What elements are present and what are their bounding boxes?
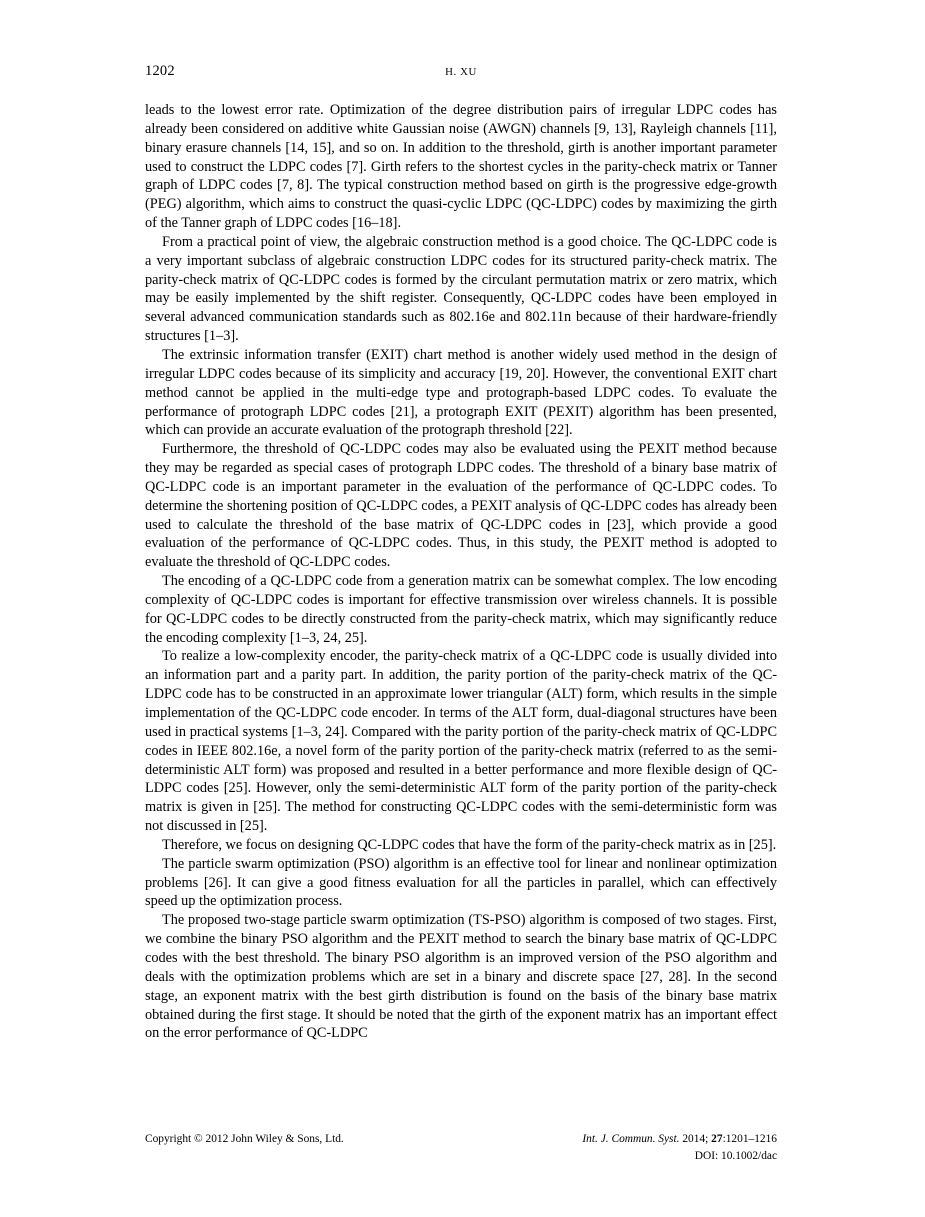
body-text-column xyxy=(145,101,777,1043)
paragraph-3: The extrinsic information transfer (EXIT) chart method is another widely used method in the design of irregular LDPC codes because of its simplicity and accuracy [19, 20]. However, the conventional EXIT chart method cannot be applied in the multi-edge type and protograph-based LDPC codes. To evaluate the performance of protograph LDPC codes [21], a protograph EXIT (PEXIT) algorithm has been presented, which can provide an accurate evaluation of the protograph threshold [22]. xyxy=(145,346,777,439)
paragraph-4: Furthermore, the threshold of QC-LDPC codes may also be evaluated using the PEXIT method because they may be regarded as special cases of protograph LDPC codes. The threshold of a binary base matrix of QC-LDPC code is an important parameter in the evaluation of the performance of QC-LDPC codes. To determine the shortening position of QC-LDPC codes, a PEXIT analysis of QC-LDPC codes has already been used to calculate the threshold of the base matrix of QC-LDPC codes in [23], which provide a good evaluation of the performance of QC-LDPC codes. Thus, in this study, the PEXIT method is adopted to evaluate the threshold of QC-LDPC codes. xyxy=(145,441,777,571)
journal-citation xyxy=(582,1131,777,1148)
copyright-notice: Copyright © 2012 John Wiley & Sons, Ltd. xyxy=(145,1133,344,1145)
page-number: 1202 xyxy=(145,63,175,79)
paragraph-8: The particle swarm optimization (PSO) algorithm is an effective tool for linear and nonlinear optimization problems [26]. It can give a good fitness evaluation for all the particles in parallel, which can effectively speed up the optimization process. xyxy=(145,855,777,910)
paragraph-5: The encoding of a QC-LDPC code from a generation matrix can be somewhat complex. The low encoding complexity of QC-LDPC codes is important for effective transmission over wireless channels. It is possible for QC-LDPC codes to be directly constructed from the parity-check matrix, which may significantly reduce the encoding complexity [1–3, 24, 25]. xyxy=(145,573,777,646)
paragraph-6: To realize a low-complexity encoder, the parity-check matrix of a QC-LDPC code is usually divided into an information part and a parity part. In addition, the parity portion of the parity-check matrix of the QC-LDPC code has to be constructed in an approximate lower triangular (ALT) form, which results in the simple implementation of the QC-LDPC code encoder. In terms of the ALT form, dual-diagonal structures have been used in practical systems [1–3, 24]. Compared with the parity portion of the parity-check matrix of QC-LDPC codes in IEEE 802.16e, a novel form of the parity portion of the parity-check matrix (referred to as the semi-deterministic ALT form) was proposed and resulted in a better performance and more flexible design of QC-LDPC codes [25]. However, only the semi-deterministic ALT form of the parity portion of the parity-check matrix is given in [25]. The method for constructing QC-LDPC codes with the semi-deterministic form was not discussed in [25]. xyxy=(145,648,777,835)
citation-year: 2014; xyxy=(679,1133,712,1145)
paragraph-1: leads to the lowest error rate. Optimization of the degree distribution pairs of irregular LDPC codes has already been considered on additive white Gaussian noise (AWGN) channels [9, 13], Rayleigh channels [11], binary erasure channels [14, 15], and so on. In addition to the threshold, girth is another important parameter used to construct the LDPC codes [7]. Girth refers to the shortest cycles in the parity-check matrix or Tanner graph of LDPC codes [7, 8]. The typical construction method based on girth is the progressive edge-growth (PEG) algorithm, which aims to construct the quasi-cyclic LDPC (QC-LDPC) codes by maximizing the girth of the Tanner graph of LDPC codes [16–18]. xyxy=(145,102,777,232)
journal-name: Int. J. Commun. Syst. xyxy=(582,1133,680,1145)
paragraph-9: The proposed two-stage particle swarm optimization (TS-PSO) algorithm is composed of two stages. First, we combine the binary PSO algorithm and the PEXIT method to search the binary base matrix of QC-LDPC codes with the best threshold. The binary PSO algorithm is an improved version of the PSO algorithm and deals with the optimization problems which are set in a binary and discrete space [27, 28]. In the second stage, an exponent matrix with the best girth distribution is found on the basis of the binary base matrix obtained during the first stage. It should be noted that the girth of the exponent matrix has an important effect on the error performance of QC-LDPC xyxy=(145,912,777,1042)
paragraph-7: Therefore, we focus on designing QC-LDPC codes that have the form of the parity-check matrix as in [25]. xyxy=(162,836,777,853)
citation-volume: 27 xyxy=(711,1133,723,1145)
paragraph-2: From a practical point of view, the algebraic construction method is a good choice. The QC-LDPC code is a very important subclass of algebraic construction LDPC codes for its structured parity-check matrix. The parity-check matrix of QC-LDPC codes is formed by the circulant permutation matrix or zero matrix, which may be easily implemented by the shift register. Consequently, QC-LDPC codes have been employed in several advanced communication standards such as 802.16e and 802.11n because of their hardware-friendly structures [1–3]. xyxy=(145,233,777,345)
citation-block xyxy=(582,1131,777,1164)
doi: DOI: 10.1002/dac xyxy=(694,1149,777,1162)
citation-pages: :1201–1216 xyxy=(722,1133,777,1145)
running-head-author: H. XU xyxy=(445,66,477,78)
running-header xyxy=(145,63,777,81)
